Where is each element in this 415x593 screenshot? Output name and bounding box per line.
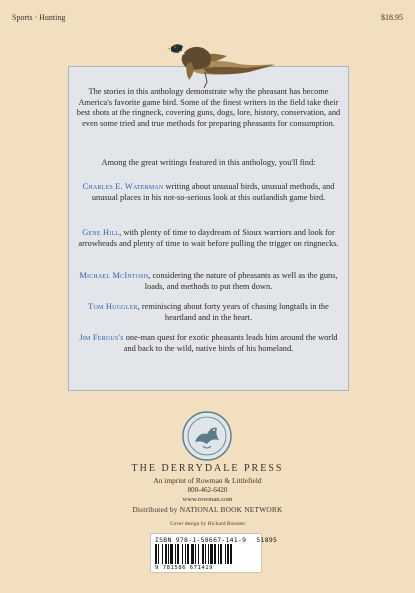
entry-text: , considering the nature of pheasants as well as the guns, loads, and methods to put them down.	[144, 271, 338, 291]
entry-hill	[76, 228, 341, 249]
barcode-bar	[195, 544, 196, 564]
barcode-bar	[187, 544, 189, 564]
barcode-bar	[182, 544, 183, 564]
barcode-bar	[208, 544, 209, 564]
barcode-bar	[214, 544, 216, 564]
barcode-bar	[227, 544, 229, 564]
barcode-bar	[162, 544, 163, 564]
barcode-bar	[198, 544, 199, 564]
price-label: $18.95	[381, 13, 403, 22]
author-name: Charles E. Waterman	[82, 182, 164, 191]
author-name: Gene Hill	[82, 228, 120, 237]
phone-number: 800-462-6420	[187, 486, 228, 494]
barcode-bar	[155, 544, 157, 564]
entry-text: , reminiscing about forty years of chasing longtails in the heartland and in the heart.	[137, 302, 329, 322]
barcode-bar	[230, 544, 232, 564]
distribution-line: Distributed by NATIONAL BOOK NETWORK	[132, 505, 283, 514]
barcode-bar	[165, 544, 167, 564]
entry-text: , with plenty of time to daydream of Sioux warriors and look for arrowheads and plenty of time to wait before pulling the trigger on ringnecks.	[78, 228, 339, 248]
barcode-bar	[210, 544, 213, 564]
entry-fergus	[76, 333, 341, 354]
barcode-bar	[205, 544, 206, 564]
barcode-bar	[175, 544, 176, 564]
top-bar	[12, 13, 403, 25]
barcode-bar	[225, 544, 226, 564]
imprint-line: An imprint of Rowman & Littlefield	[153, 476, 262, 485]
entry-waterman	[76, 182, 341, 203]
author-name: Jim Fergus's	[79, 333, 124, 342]
entry-text: writing about unusual birds, unusual methods, and unusual places in his not-so-serious look at this outlandish game bird.	[91, 182, 335, 202]
barcode-bar	[191, 544, 194, 564]
barcode-bar	[158, 544, 159, 564]
barcode-digits: 9 781586 671419	[155, 565, 214, 571]
intro-text: The stories in this anthology demonstrate why the pheasant has become America's favorite game bird. Some of the finest writers in the field take their best shots at the ringneck, covering guns, dogs, lore, history, conservation, and even some tried and true methods for preparing pheasants for consumption.	[76, 87, 341, 128]
cover-credit: Cover design by Richard Rossiter	[169, 521, 246, 527]
publisher-name: THE DERRYDALE PRESS	[131, 463, 284, 474]
price-code: 51895	[256, 536, 278, 544]
isbn-barcode	[150, 533, 278, 573]
barcode-bar	[168, 544, 169, 564]
entry-text: one-man quest for exotic pheasants leads him around the world and back to the wild, native birds of his homeland.	[123, 333, 338, 353]
barcode-bar	[170, 544, 173, 564]
barcode-bar	[218, 544, 219, 564]
isbn-label: ISBN 978-1-58667-141-9	[155, 536, 247, 544]
barcode-bar	[202, 544, 204, 564]
author-name: Michael McIntosh	[79, 271, 149, 280]
intro-paragraph	[76, 87, 341, 129]
website-url: www.rowman.com	[182, 496, 233, 503]
barcode-bar	[177, 544, 179, 564]
category-label: Sports · Hunting	[12, 13, 66, 22]
lead-text: Among the great writings featured in this anthology, you'll find:	[101, 158, 316, 167]
barcode-bar	[185, 544, 186, 564]
entry-huggler	[76, 302, 341, 323]
lead-paragraph	[76, 158, 341, 169]
isbn-number	[155, 536, 277, 544]
barcode-bar	[220, 544, 222, 564]
derrydale-seal-icon	[181, 410, 233, 462]
entry-mcintosh	[76, 271, 341, 292]
author-name: Tom Huggler	[88, 302, 138, 311]
